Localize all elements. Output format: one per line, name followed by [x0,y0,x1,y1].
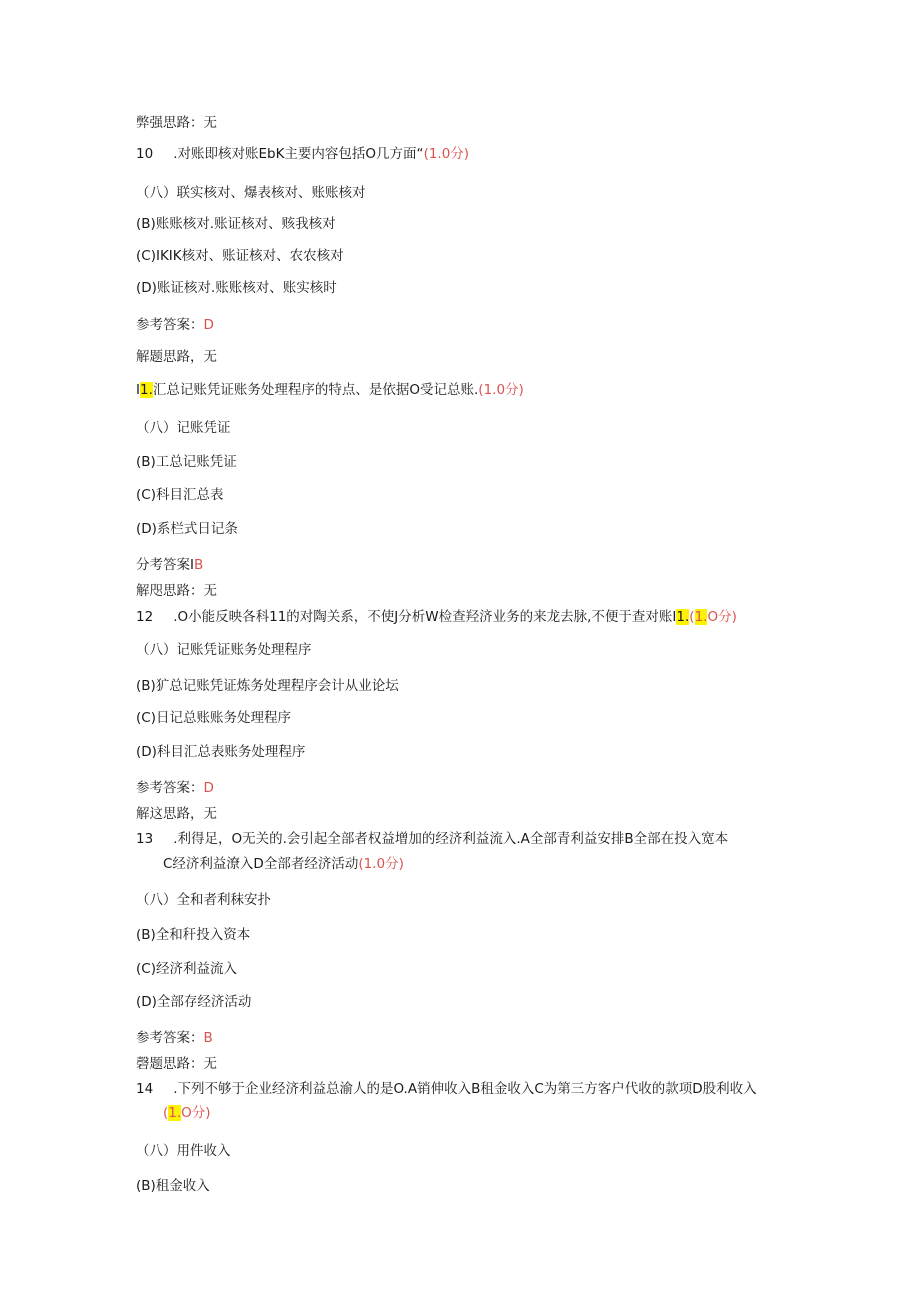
question-text: .下列不够于企业经济利益总渝人的是O.A销伸收入B租金收入C为第三方客户代收的款项D股利收入 [173,1081,757,1097]
option-a: （八）记账凭证 [136,420,231,436]
question-14-title [136,1079,757,1099]
question-number: 10 [136,146,154,162]
option-b: (B)犷总记账凭证炼务处理程序会计从业论坛 [136,678,399,694]
highlight-mark: 1. [139,382,153,398]
option-c: (C)IKIK核对、账证核对、农农核对 [136,248,344,264]
question-score: (1.0分) [423,146,470,162]
question-text: .对账即核对账EbK主要内容包括O几方面“ [173,146,424,162]
option-a: （八）全和者利秣安扑 [136,892,271,908]
answer-line: 参考答案：D [136,780,214,796]
question-text: .利得足，O无关的.会引起全部者权益增加的经济利益流入.A全部青利益安排B全部在投入宽本 [173,831,729,847]
option-b: (B)全和秆投入资本 [136,927,251,943]
answer-value: B [193,557,204,573]
highlight-mark: 1. [676,609,690,625]
think-line: 磬题思路：无 [136,1056,217,1072]
option-d: (D)账证核对.账账核对、账实核时 [136,280,337,296]
think-line: 解咫思路：无 [136,583,217,599]
question-14-score: (1.O分) [163,1105,211,1121]
question-10-title [136,144,469,164]
question-13-continuation: C经济利益潦入D全部者经济活动(1.0分) [163,856,404,872]
option-c: (C)经济利益流入 [136,961,237,977]
question-number: 12 [136,609,154,625]
question-12-title: 12 .O小能反映各科11的对陶关系，不使J分析W检查羟济业务的来龙去脉,不便于查对账I1.(1.O分) [136,609,737,625]
think-line: 解这思路，无 [136,806,217,822]
option-a: （八）记账凭证账务处理程序 [136,642,312,658]
option-d: (D)全部存经济活动 [136,994,252,1010]
question-score: (1.0分) [478,382,524,398]
option-d: (D)系栏式日记条 [136,521,238,537]
highlight-mark: 1. [694,609,708,625]
option-c: (C)日记总账账务处理程序 [136,710,291,726]
answer-line: 分考答案IB [136,557,204,573]
question-text: .O小能反映各科11的对陶关系，不使J分析W检查羟济业务的来龙去脉,不便于查对账I [173,609,677,625]
option-c: (C)科目汇总表 [136,487,224,503]
question-number: 14 [136,1081,154,1097]
option-d: (D)科目汇总表账务处理程序 [136,744,306,760]
answer-value: B [203,1030,213,1046]
answer-line: 参考答案：B [136,1030,213,1046]
previous-think-line: 弊强思路：无 [136,115,217,131]
option-b: (B)工总记账凭证 [136,454,237,470]
question-score: (1.0分) [358,856,404,872]
question-13-title [136,829,728,849]
question-number: 13 [136,831,154,847]
option-b: (B)租金收入 [136,1178,210,1194]
answer-value: D [203,317,214,333]
question-text: 汇总记账凭证账务处理程序的特点、是依据O受记总账. [152,382,479,398]
option-a: （八）联实核对、爆表核对、账账核对 [136,185,366,201]
answer-value: D [203,780,214,796]
option-a: （八）用件收入 [136,1143,231,1159]
question-11-title: I1.汇总记账凭证账务处理程序的特点、是依据O受记总账.(1.0分) [136,382,524,398]
answer-line: 参考答案：D [136,317,214,333]
highlight-mark: 1. [168,1105,182,1121]
option-b: (B)账账核对.账证核对、赅我核对 [136,216,336,232]
think-line: 解题思路，无 [136,349,217,365]
